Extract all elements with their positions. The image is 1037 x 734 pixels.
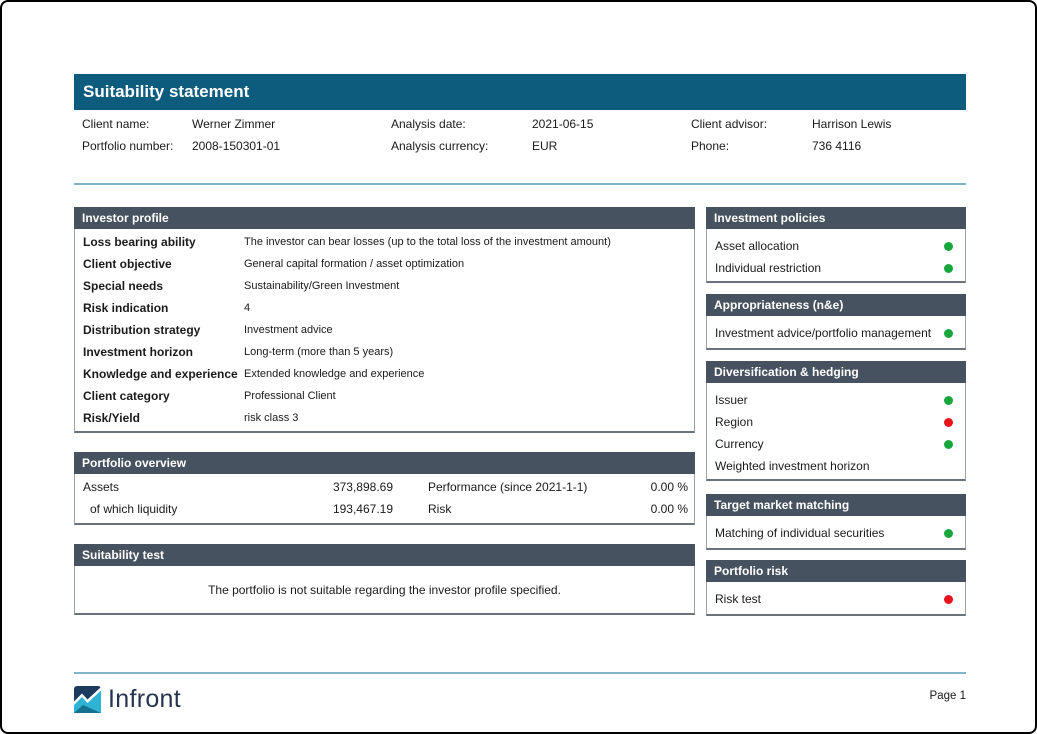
performance-value: 0.00 % (650, 480, 688, 494)
row-value: Investment advice (244, 324, 333, 336)
row-value: risk class 3 (244, 412, 299, 424)
page-title: Suitability statement (83, 82, 250, 101)
investor-profile-row (75, 407, 694, 429)
investor-profile-header: Investor profile (74, 207, 695, 229)
portfolio-overview-section (74, 452, 695, 525)
risk-value: 0.00 % (650, 502, 688, 516)
suitability-test-header: Suitability test (74, 544, 695, 566)
policy-label: Issuer (715, 393, 748, 407)
phone-label: Phone: (691, 139, 730, 153)
status-dot (944, 329, 953, 338)
policy-row (707, 588, 965, 610)
target-market-panel (706, 494, 966, 550)
portfolio-number-value: 2008-150301-01 (192, 139, 281, 153)
diversification-header: Diversification & hedging (706, 361, 966, 383)
portfolio-overview-header: Portfolio overview (74, 452, 695, 474)
policy-row (707, 257, 965, 279)
client-name-label: Client name: (82, 117, 150, 131)
assets-value: 373,898.69 (332, 480, 393, 494)
policy-label: Weighted investment horizon (715, 459, 870, 473)
analysis-date-label: Analysis date: (391, 117, 466, 131)
infront-logo-text: Infront (108, 685, 181, 713)
assets-label: Assets (83, 480, 120, 494)
row-label: Knowledge and experience (83, 367, 238, 381)
document-title-bar (74, 74, 966, 110)
status-dot (944, 396, 953, 405)
policy-row (707, 389, 965, 411)
row-label: Distribution strategy (83, 323, 201, 337)
investor-profile-section (74, 207, 695, 433)
row-value: Extended knowledge and experience (244, 368, 425, 380)
investor-profile-row (75, 319, 694, 341)
risk-label: Risk (428, 502, 452, 516)
row-value: 4 (244, 302, 251, 314)
row-value: General capital formation / asset optimization (244, 258, 465, 270)
investor-profile-row (75, 275, 694, 297)
policy-row (707, 322, 965, 344)
row-label: Special needs (83, 279, 164, 293)
analysis-date-value: 2021-06-15 (532, 117, 594, 131)
row-value: Long-term (more than 5 years) (244, 346, 394, 358)
policy-row (707, 433, 965, 455)
row-label: Client category (83, 389, 170, 403)
phone-value: 736 4116 (812, 139, 862, 153)
policy-label: Asset allocation (715, 239, 800, 253)
policy-label: Individual restriction (715, 261, 822, 275)
row-value: Professional Client (244, 390, 336, 402)
appropriateness-header: Appropriateness (n&e) (706, 294, 966, 316)
appropriateness-panel (706, 294, 966, 350)
investor-profile-row (75, 363, 694, 385)
status-dot (944, 440, 953, 449)
client-advisor-value: Harrison Lewis (812, 117, 892, 131)
analysis-currency-value: EUR (532, 139, 558, 153)
target-market-header: Target market matching (706, 494, 966, 516)
analysis-currency-label: Analysis currency: (391, 139, 489, 153)
investor-profile-row (75, 231, 694, 253)
page-number: Page 1 (929, 690, 966, 702)
header-separator-line (74, 183, 966, 185)
row-label: Investment horizon (83, 345, 194, 359)
liquidity-label: of which liquidity (90, 502, 178, 516)
investment-policies-header: Investment policies (706, 207, 966, 229)
client-name-value: Werner Zimmer (192, 117, 276, 131)
row-value: Sustainability/Green Investment (244, 280, 400, 292)
portfolio-risk-header: Portfolio risk (706, 560, 966, 582)
portfolio-number-label: Portfolio number: (82, 139, 174, 153)
row-label: Risk/Yield (83, 411, 140, 425)
row-label: Risk indication (83, 301, 169, 315)
performance-label: Performance (since 2021-1-1) (428, 480, 588, 494)
client-advisor-label: Client advisor: (691, 117, 768, 131)
suitability-test-message: The portfolio is not suitable regarding the investor profile specified. (208, 582, 561, 597)
policy-row (707, 455, 965, 477)
investment-policies-panel (706, 207, 966, 283)
row-label: Client objective (83, 257, 172, 271)
policy-label: Investment advice/portfolio management (715, 326, 932, 340)
status-dot (944, 595, 953, 604)
policy-row (707, 411, 965, 433)
footer-separator-line (74, 672, 966, 674)
policy-label: Risk test (715, 592, 762, 606)
policy-row (707, 235, 965, 257)
policy-label: Region (715, 415, 754, 429)
status-dot (944, 418, 953, 427)
status-dot (944, 529, 953, 538)
investor-profile-row (75, 297, 694, 319)
row-label: Loss bearing ability (83, 235, 196, 249)
status-dot (944, 242, 953, 251)
liquidity-value: 193,467.19 (332, 502, 393, 516)
portfolio-risk-panel (706, 560, 966, 616)
diversification-panel (706, 361, 966, 481)
suitability-test-section (74, 544, 695, 615)
status-dot (944, 264, 953, 273)
investor-profile-row (75, 341, 694, 363)
portfolio-overview-row (75, 498, 694, 520)
policy-row (707, 522, 965, 544)
investor-profile-row (75, 385, 694, 407)
investor-profile-row (75, 253, 694, 275)
row-value: The investor can bear losses (up to the total loss of the investment amount) (244, 236, 611, 248)
portfolio-overview-row (75, 476, 694, 498)
policy-label: Currency (715, 437, 764, 451)
policy-label: Matching of individual securities (715, 526, 885, 540)
